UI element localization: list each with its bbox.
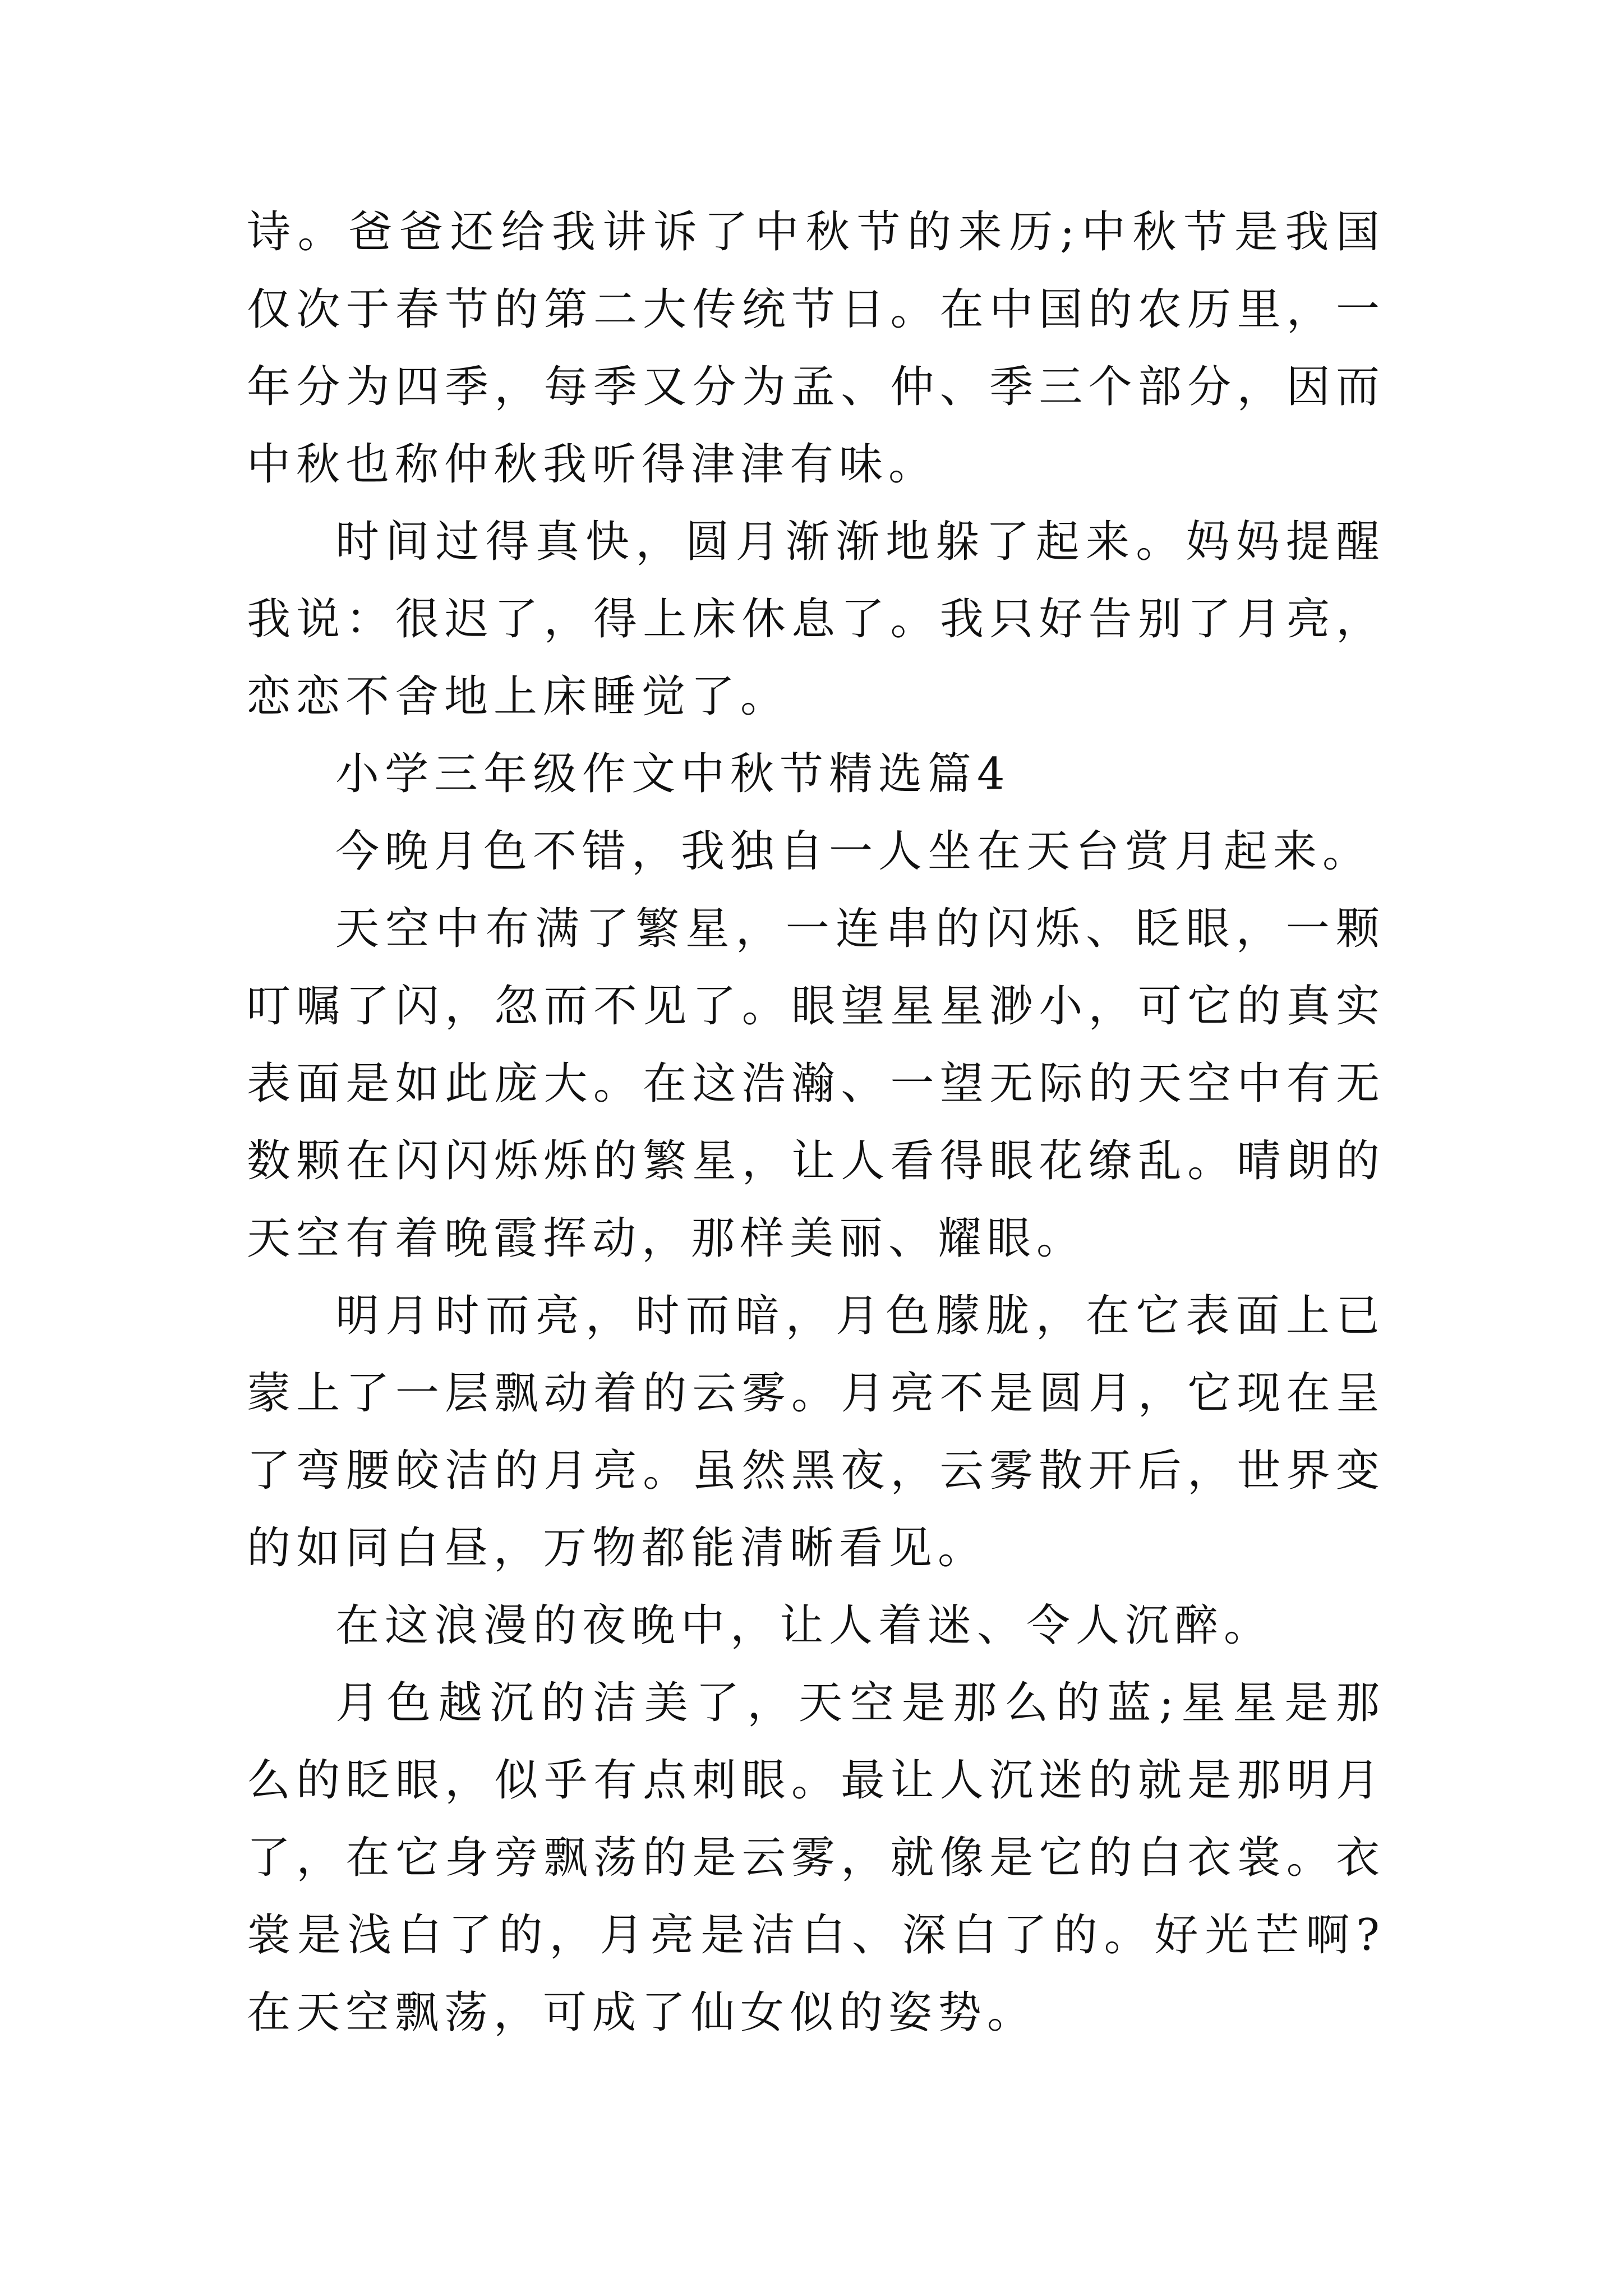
paragraph-8: 月色越沉的洁美了，天空是那么的蓝;星星是那么的眨眼，似乎有点刺眼。最让人沉迷的就是那明月了，在它身旁飘荡的是云雾，就像是它的白衣裳。衣裳是浅白了的，月亮是洁白、深白了的。好光芒啊?在天空飘荡，可成了仙女似的姿势。 [247, 1678, 1385, 2038]
paragraph-1: 诗。爸爸还给我讲诉了中秋节的来历;中秋节是我国仅次于春节的第二大传统节日。在中国的农历里，一年分为四季，每季又分为孟、仲、季三个部分，因而中秋也称仲秋我听得津津有味。 [247, 207, 1385, 490]
section-heading: 小学三年级作文中秋节精选篇4 [335, 749, 1011, 799]
paragraph-6: 明月时而亮，时而暗，月色朦胧，在它表面上已蒙上了一层飘动着的云雾。月亮不是圆月，它现在呈了弯腰皎洁的月亮。虽然黑夜，云雾散开后，世界变的如同白昼，万物都能清晰看见。 [247, 1291, 1385, 1573]
paragraph-4: 今晚月色不错，我独自一人坐在天台赏月起来。 [335, 826, 1372, 877]
paragraph-7: 在这浪漫的夜晚中，让人着迷、令人沉醉。 [335, 1600, 1274, 1651]
document-page [247, 194, 1385, 2051]
paragraph-2: 时间过得真快，圆月渐渐地躲了起来。妈妈提醒我说：很迟了，得上床休息了。我只好告别了月亮，恋恋不舍地上床睡觉了。 [247, 517, 1385, 722]
paragraph-5: 天空中布满了繁星，一连串的闪烁、眨眼，一颗叮嘱了闪，忽而不见了。眼望星星渺小，可它的真实表面是如此庞大。在这浩瀚、一望无际的天空中有无数颗在闪闪烁烁的繁星，让人看得眼花缭乱。晴朗的天空有着晚霞挥动，那样美丽、耀眼。 [247, 904, 1385, 1264]
